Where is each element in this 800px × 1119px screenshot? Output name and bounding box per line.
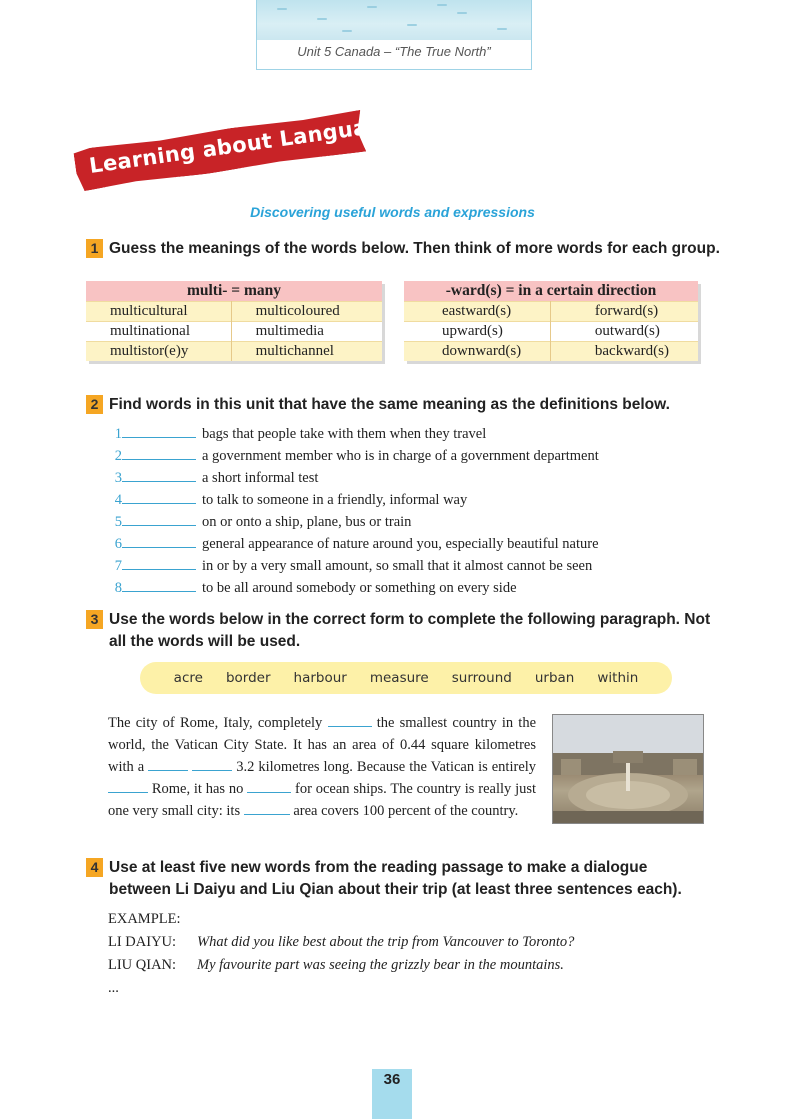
- answer-blank[interactable]: [122, 511, 196, 526]
- answer-blank[interactable]: [122, 555, 196, 570]
- list-item: [110, 577, 599, 599]
- q4-instruction-line1: Use at least five new words from the reading passage to make a dialogue: [109, 859, 648, 876]
- list-item: [110, 423, 599, 445]
- vatican-photo: [552, 714, 704, 824]
- word-bank-item: surround: [451, 670, 512, 686]
- answer-blank[interactable]: [122, 533, 196, 548]
- definition-text: bags that people take with them when they travel: [202, 426, 487, 442]
- dialogue-text: What did you like best about the trip from Vancouver to Toronto?: [197, 934, 575, 950]
- q3-instruction-line2: all the words will be used.: [109, 633, 301, 650]
- ellipsis: ...: [108, 980, 119, 996]
- answer-blank[interactable]: [122, 577, 196, 592]
- q4-instruction-line2: between Li Daiyu and Liu Qian about their trip (at least three sentences each).: [109, 881, 682, 898]
- q2-instruction: Find words in this unit that have the same meaning as the definitions below.: [109, 396, 670, 413]
- definition-text: in or by a very small amount, so small that it almost cannot be seen: [202, 558, 593, 574]
- list-item: [110, 445, 599, 467]
- multi-table-header: multi- = many: [86, 281, 382, 302]
- table-cell: multicoloured: [231, 302, 382, 322]
- word-bank-item: border: [225, 670, 271, 686]
- table-cell: upward(s): [404, 322, 550, 342]
- table-cell: multimedia: [231, 322, 382, 342]
- q1-number: 1: [86, 239, 103, 258]
- q3-instruction-line1: Use the words below in the correct form to complete the following paragraph. Not: [109, 611, 711, 628]
- q1-heading: [86, 238, 720, 260]
- item-number: 4: [114, 492, 122, 508]
- item-number: 1: [114, 426, 122, 442]
- speaker-name: LI DAIYU:: [108, 934, 177, 950]
- answer-blank[interactable]: [148, 756, 188, 771]
- paragraph-text: Rome, it has no: [151, 781, 244, 797]
- list-item: [110, 511, 599, 533]
- q3-heading: [86, 609, 710, 631]
- q3-number: 3: [86, 610, 103, 629]
- table-cell: multicultural: [86, 302, 231, 322]
- section-subtitle: Discovering useful words and expressions: [250, 204, 535, 220]
- q4-heading: [86, 857, 647, 879]
- answer-blank[interactable]: [122, 489, 196, 504]
- item-number: 2: [114, 448, 122, 464]
- item-number: 6: [114, 536, 122, 552]
- word-bank-item: measure: [369, 670, 429, 686]
- fill-in-paragraph: [108, 712, 536, 822]
- q4-number: 4: [86, 858, 103, 877]
- list-item: [110, 489, 599, 511]
- table-cell: downward(s): [404, 342, 550, 362]
- item-number: 3: [114, 470, 122, 486]
- definition-text: a short informal test: [202, 470, 319, 486]
- dialogue-line: [108, 931, 574, 954]
- vatican-photo-image: [553, 715, 703, 823]
- q2-heading: [86, 394, 670, 416]
- q1-instruction: Guess the meanings of the words below. Then think of more words for each group.: [109, 240, 720, 257]
- speaker-name: LIU QIAN:: [108, 957, 177, 973]
- table-cell: multistor(e)y: [86, 342, 231, 362]
- item-number: 8: [114, 580, 122, 596]
- multi-table: [86, 281, 382, 361]
- header-sky-image: [257, 0, 531, 40]
- word-bank: [140, 662, 672, 694]
- definition-text: to talk to someone in a friendly, informal way: [202, 492, 468, 508]
- table-cell: multichannel: [231, 342, 382, 362]
- word-bank-item: harbour: [293, 670, 347, 686]
- table-cell: backward(s): [550, 342, 698, 362]
- definition-text: general appearance of nature around you, especially beautiful nature: [202, 536, 599, 552]
- table-cell: outward(s): [550, 322, 698, 342]
- word-bank-item: within: [597, 670, 639, 686]
- paragraph-text: 3.2 kilometres long. Because the Vatican is entirely: [236, 759, 537, 775]
- table-cell: forward(s): [550, 302, 698, 322]
- page-number-tab: [372, 1069, 412, 1119]
- section-banner: [73, 110, 399, 192]
- paragraph-text: The city of Rome, Italy, completely: [108, 715, 323, 731]
- answer-blank[interactable]: [328, 712, 372, 727]
- list-item: [110, 533, 599, 555]
- answer-blank[interactable]: [122, 445, 196, 460]
- definition-text: on or onto a ship, plane, bus or train: [202, 514, 412, 530]
- answer-blank[interactable]: [247, 778, 291, 793]
- list-item: [110, 467, 599, 489]
- page-number: 36: [383, 1071, 401, 1088]
- example-label: EXAMPLE:: [108, 911, 181, 927]
- unit-title: Unit 5 Canada – “The True North”: [297, 44, 491, 59]
- item-number: 5: [114, 514, 122, 530]
- item-number: 7: [114, 558, 122, 574]
- ward-table-header: -ward(s) = in a certain direction: [404, 281, 698, 302]
- answer-blank[interactable]: [244, 800, 290, 815]
- answer-blank[interactable]: [108, 778, 148, 793]
- paragraph-text: for ocean ships. The country is really just one very small city: its: [108, 781, 537, 819]
- answer-blank[interactable]: [192, 756, 232, 771]
- table-cell: eastward(s): [404, 302, 550, 322]
- word-bank-item: urban: [534, 670, 575, 686]
- example-dialogue: [108, 908, 574, 1000]
- dialogue-line: [108, 954, 574, 977]
- answer-blank[interactable]: [122, 467, 196, 482]
- paragraph-text: the smallest country in the world, the Vatican City State. It has an area of 0.44 square kilometres with a: [108, 715, 537, 775]
- table-cell: multinational: [86, 322, 231, 342]
- dialogue-text: My favourite part was seeing the grizzly bear in the mountains.: [197, 957, 564, 973]
- q2-number: 2: [86, 395, 103, 414]
- ward-table: [404, 281, 698, 361]
- word-bank-item: acre: [173, 670, 203, 686]
- banner-title: Learning about Language: [87, 111, 399, 178]
- definition-list: [110, 423, 599, 599]
- unit-header: [256, 0, 532, 70]
- list-item: [110, 555, 599, 577]
- definition-text: a government member who is in charge of a government department: [202, 448, 599, 464]
- paragraph-text: area covers 100 percent of the country.: [293, 803, 519, 819]
- definition-text: to be all around somebody or something on every side: [202, 580, 517, 596]
- answer-blank[interactable]: [122, 423, 196, 438]
